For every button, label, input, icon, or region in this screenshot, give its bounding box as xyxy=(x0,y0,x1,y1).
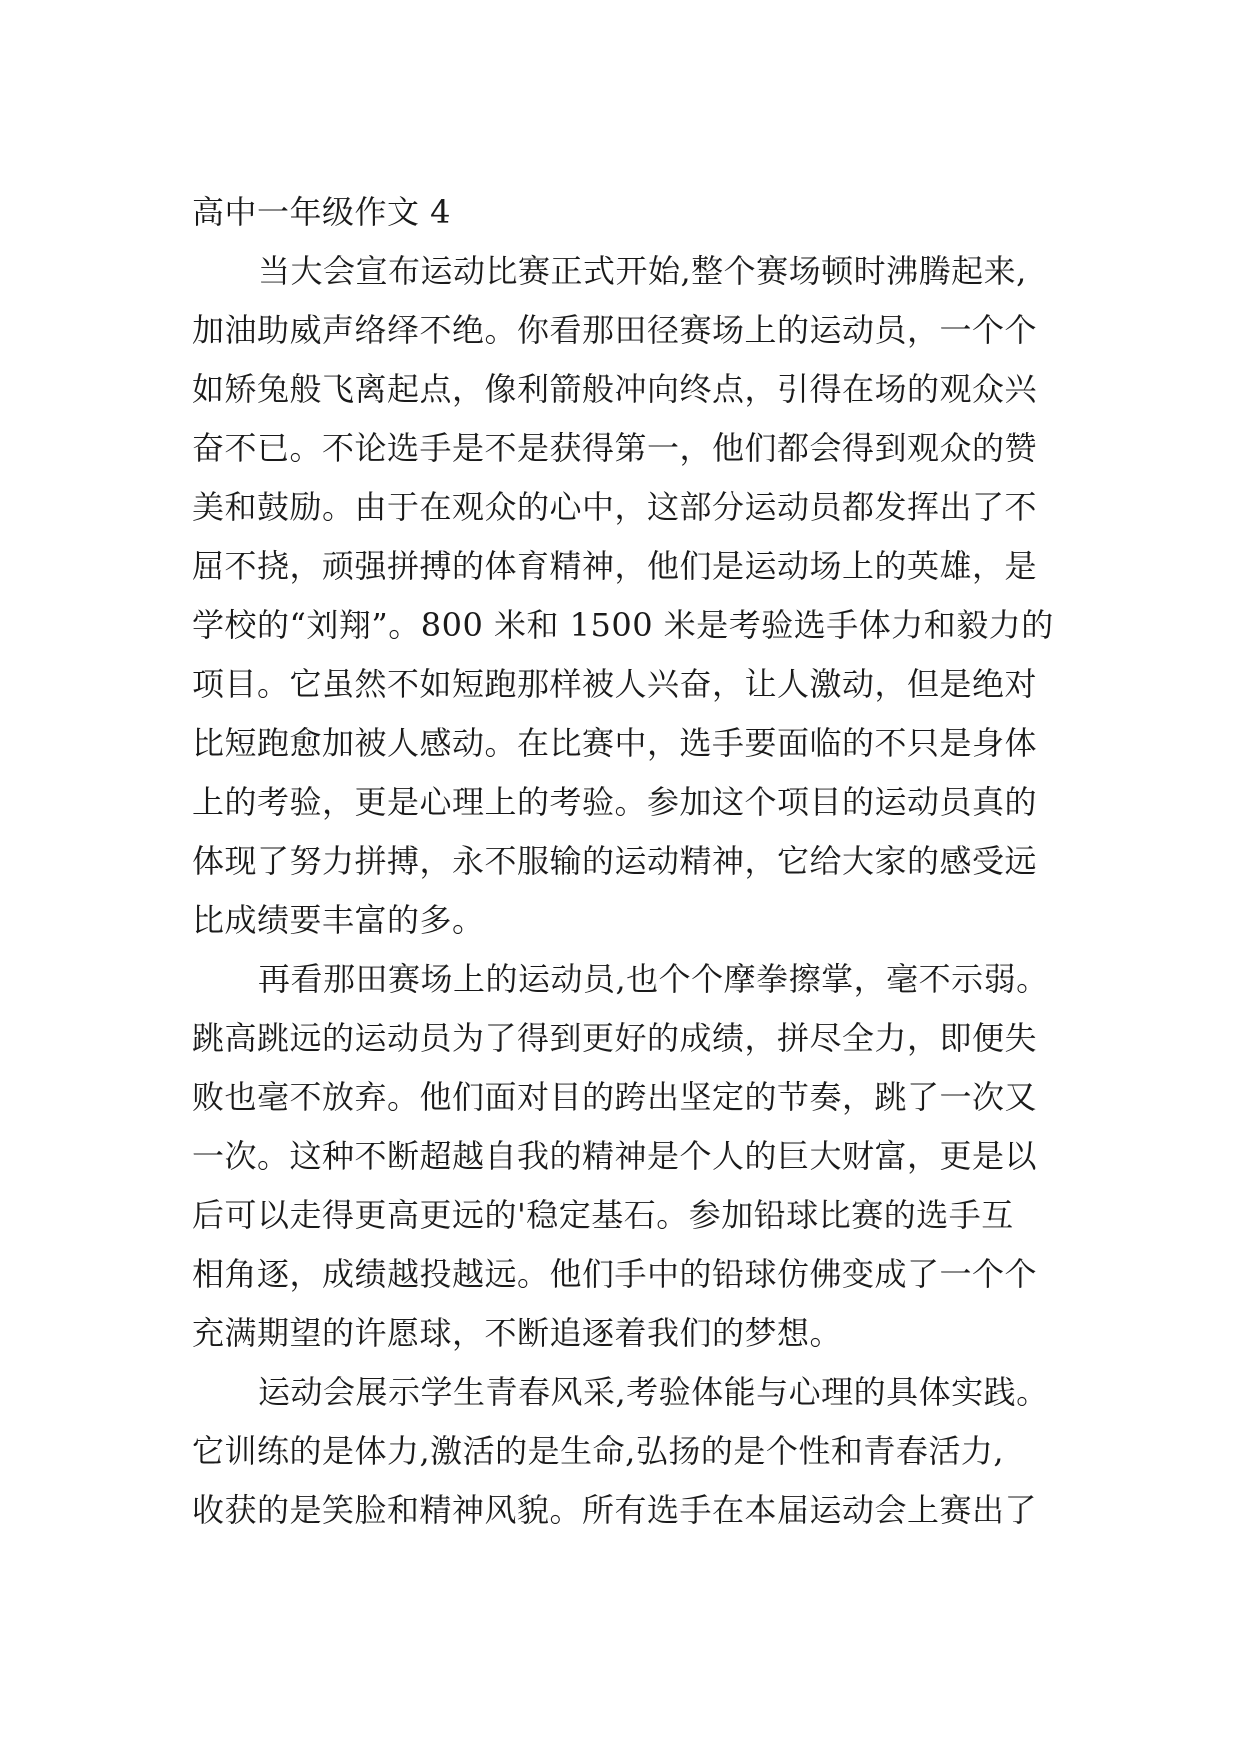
text-line: 美和鼓励。由于在观众的心中，这部分运动员都发挥出了不 xyxy=(192,488,1038,526)
text-line: 充满期望的许愿球，不断追逐着我们的梦想。 xyxy=(192,1314,843,1352)
document-title: 高中一年级作文 4 xyxy=(192,193,452,231)
text-line: 学校的“刘翔”。800 米和 1500 米是考验选手体力和毅力的 xyxy=(192,606,1054,644)
text-line: 比成绩要丰富的多。 xyxy=(192,901,485,939)
text-line: 屈不挠，顽强拼搏的体育精神，他们是运动场上的英雄，是 xyxy=(192,547,1038,585)
text-line: 一次。这种不断超越自我的精神是个人的巨大财富，更是以 xyxy=(192,1137,1038,1175)
text-line: 当大会宣布运动比赛正式开始,整个赛场顿时沸腾起来, xyxy=(258,252,1027,290)
text-line: 比短跑愈加被人感动。在比赛中，选手要面临的不只是身体 xyxy=(192,724,1038,762)
text-line: 再看那田赛场上的运动员,也个个摩拳擦掌，毫不示弱。 xyxy=(258,960,1049,998)
text-line: 运动会展示学生青春风采,考验体能与心理的具体实践。 xyxy=(258,1373,1049,1411)
text-line: 上的考验，更是心理上的考验。参加这个项目的运动员真的 xyxy=(192,783,1038,821)
text-line: 它训练的是体力,激活的是生命,弘扬的是个性和青春活力, xyxy=(192,1432,1005,1470)
text-line: 跳高跳远的运动员为了得到更好的成绩，拼尽全力，即便失 xyxy=(192,1019,1038,1057)
text-line: 败也毫不放弃。他们面对目的跨出坚定的节奏，跳了一次又 xyxy=(192,1078,1038,1116)
text-line: 加油助威声络绎不绝。你看那田径赛场上的运动员，一个个 xyxy=(192,311,1038,349)
text-line: 后可以走得更高更远的'稳定基石。参加铅球比赛的选手互 xyxy=(192,1196,1014,1234)
text-line: 收获的是笑脸和精神风貌。所有选手在本届运动会上赛出了 xyxy=(192,1491,1038,1529)
text-line: 项目。它虽然不如短跑那样被人兴奋，让人激动，但是绝对 xyxy=(192,665,1038,703)
text-line: 奋不已。不论选手是不是获得第一，他们都会得到观众的赞 xyxy=(192,429,1038,467)
text-line: 如矫兔般飞离起点，像利箭般冲向终点，引得在场的观众兴 xyxy=(192,370,1038,408)
text-line: 相角逐，成绩越投越远。他们手中的铅球仿佛变成了一个个 xyxy=(192,1255,1038,1293)
text-line: 体现了努力拼搏，永不服输的运动精神，它给大家的感受远 xyxy=(192,842,1038,880)
